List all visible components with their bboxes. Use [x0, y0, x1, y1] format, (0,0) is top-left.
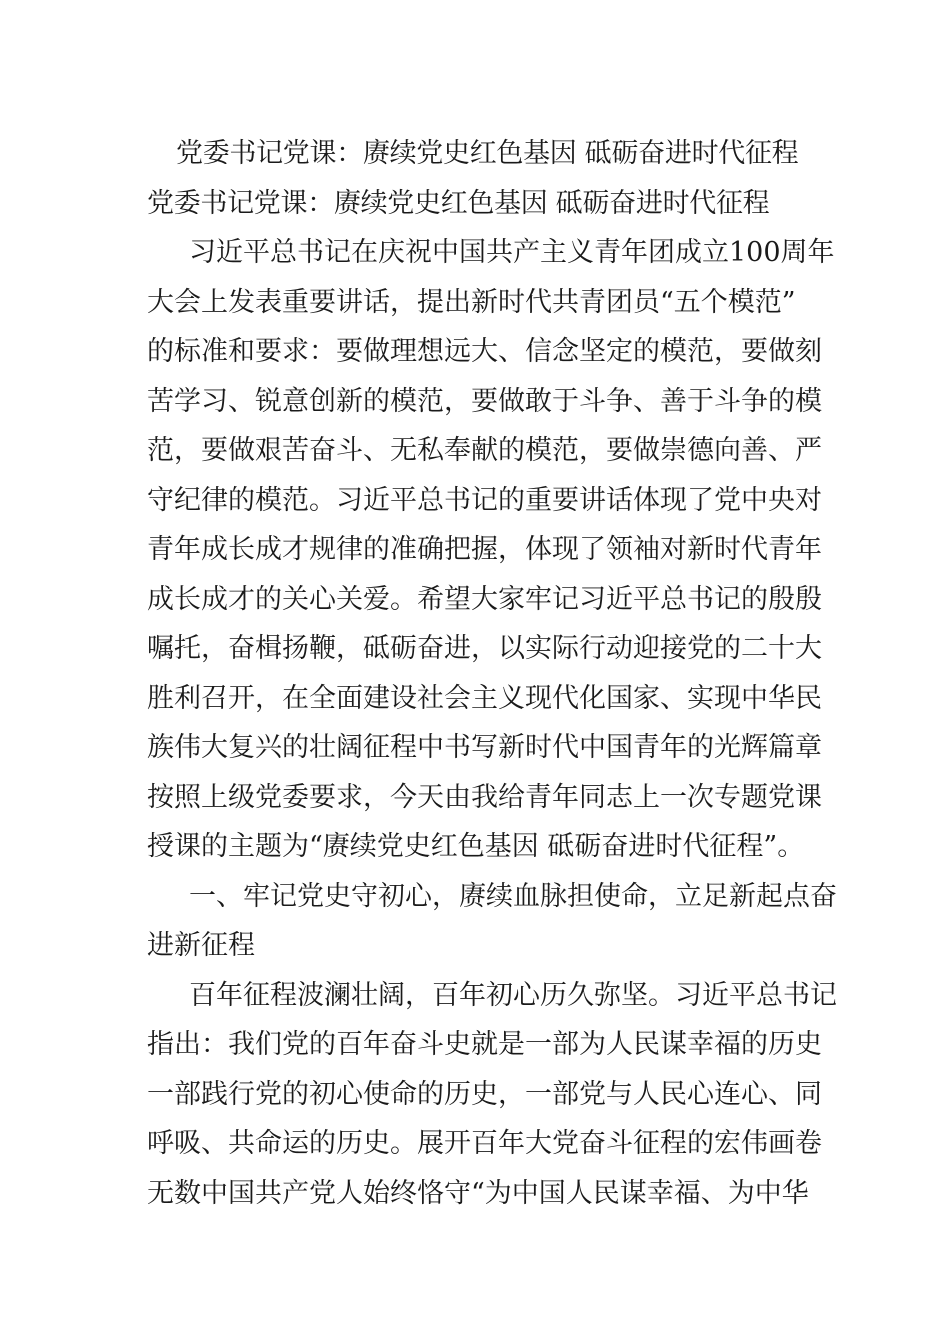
- paragraph-1-line-10: 胜利召开，在全面建设社会主义现代化国家、实现中华民: [147, 682, 822, 714]
- paragraph-1-line-4: 苦学习、锐意创新的模范，要做敢于斗争、善于斗争的模: [147, 385, 822, 417]
- section-heading-1-line-2: 进新征程: [147, 930, 255, 961]
- paragraph-2-line-4: 呼吸、共命运的历史。展开百年大党奋斗征程的宏伟画卷: [147, 1128, 822, 1159]
- paragraph-1-line-13: 授课的主题为“赓续党史红色基因 砥砺奋进时代征程”。: [147, 831, 805, 862]
- paragraph-2-line-3: 一部践行党的初心使命的历史，一部党与人民心连心、同: [147, 1078, 822, 1110]
- paragraph-1-line-1: 习近平总书记在庆祝中国共产主义青年团成立100周年: [189, 237, 835, 268]
- paragraph-1-line-6: 守纪律的模范。习近平总书记的重要讲话体现了党中央对: [147, 484, 822, 516]
- paragraph-1-line-9: 嘱托，奋楫扬鞭，砥砺奋进，以实际行动迎接党的二十大: [147, 633, 822, 664]
- paragraph-1-line-11: 族伟大复兴的壮阔征程中书写新时代中国青年的光辉篇章: [147, 732, 822, 763]
- document-body: [147, 129, 837, 1218]
- paragraph-1-line-5: 范，要做艰苦奋斗、无私奉献的模范，要做崇德向善、严: [147, 435, 822, 466]
- paragraph-1-line-12: 按照上级党委要求，今天由我给青年同志上一次专题党课: [147, 781, 822, 813]
- paragraph-2-line-2: 指出：我们党的百年奋斗史就是一部为人民谋幸福的历史: [147, 1029, 822, 1060]
- paragraph-2-line-1: 百年征程波澜壮阔，百年初心历久弥坚。习近平总书记: [189, 979, 837, 1011]
- document-title: 党委书记党课：赓续党史红色基因 砥砺奋进时代征程: [176, 138, 799, 169]
- paragraph-1-line-2: 大会上发表重要讲话，提出新时代共青团员“五个模范”: [147, 286, 796, 318]
- document-title-repeat: 党委书记党课：赓续党史红色基因 砥砺奋进时代征程: [147, 187, 770, 219]
- paragraph-1-line-3: 的标准和要求：要做理想远大、信念坚定的模范，要做刻: [147, 336, 822, 367]
- paragraph-1-line-8: 成长成才的关心关爱。希望大家牢记习近平总书记的殷殷: [147, 583, 822, 615]
- paragraph-1-line-7: 青年成长成才规律的准确把握，体现了领袖对新时代青年: [147, 534, 822, 565]
- paragraph-2-line-5: 无数中国共产党人始终恪守“为中国人民谋幸福、为中华: [147, 1177, 809, 1209]
- section-heading-1-line-1: 一、牢记党史守初心，赓续血脉担使命，立足新起点奋: [189, 880, 837, 912]
